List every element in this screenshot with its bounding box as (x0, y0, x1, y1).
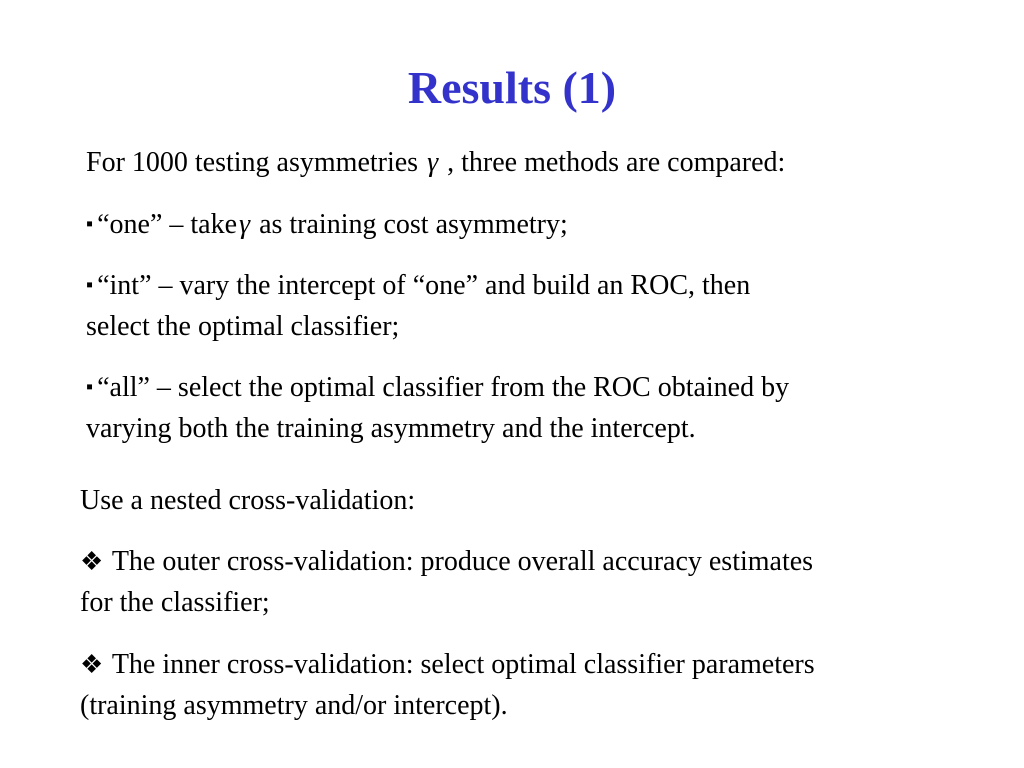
outer-cv-item (80, 541, 813, 623)
gamma-symbol: γ (239, 209, 251, 240)
diamond-bullet-icon: ❖ (80, 650, 104, 679)
gamma-symbol: γ (427, 147, 439, 178)
method-int-line-1 (86, 265, 750, 306)
outer-cv-line-2: for the classifier; (80, 587, 270, 618)
method-int-line-2: select the optimal classifier; (86, 311, 400, 342)
square-bullet-icon: ▪ (86, 213, 94, 235)
nested-heading: Use a nested cross-validation: (80, 485, 416, 516)
inner-cv-text-1: The inner cross-validation: select optimal classifier parameters (111, 649, 815, 680)
method-all-line-2: varying both the training asymmetry and the intercept. (86, 413, 696, 444)
outer-cv-line-1 (80, 541, 813, 582)
inner-cv-line-2: (training asymmetry and/or intercept). (80, 690, 508, 721)
method-all-text-1: “all” – select the optimal classifier from the ROC obtained by (97, 372, 790, 403)
intro-text-after: , three methods are compared: (440, 147, 786, 178)
inner-cv-item (80, 644, 815, 726)
method-one-item (86, 204, 568, 245)
intro-text-before: For 1000 testing asymmetries (86, 147, 426, 178)
method-all-item (86, 367, 789, 449)
method-all-line-1 (86, 367, 789, 408)
intro-text (86, 142, 785, 183)
method-int-text-1: “int” – vary the intercept of “one” and build an ROC, then (97, 270, 751, 301)
outer-cv-text-1: The outer cross-validation: produce overall accuracy estimates (111, 546, 814, 577)
square-bullet-icon: ▪ (86, 376, 94, 398)
method-int-item (86, 265, 750, 347)
method-one-before: “one” – take (97, 209, 238, 240)
method-one-after: as training cost asymmetry; (252, 209, 568, 240)
diamond-bullet-icon: ❖ (80, 547, 104, 576)
slide-title: Results (1) (407, 62, 617, 113)
inner-cv-line-1 (80, 644, 815, 685)
square-bullet-icon: ▪ (86, 274, 94, 296)
